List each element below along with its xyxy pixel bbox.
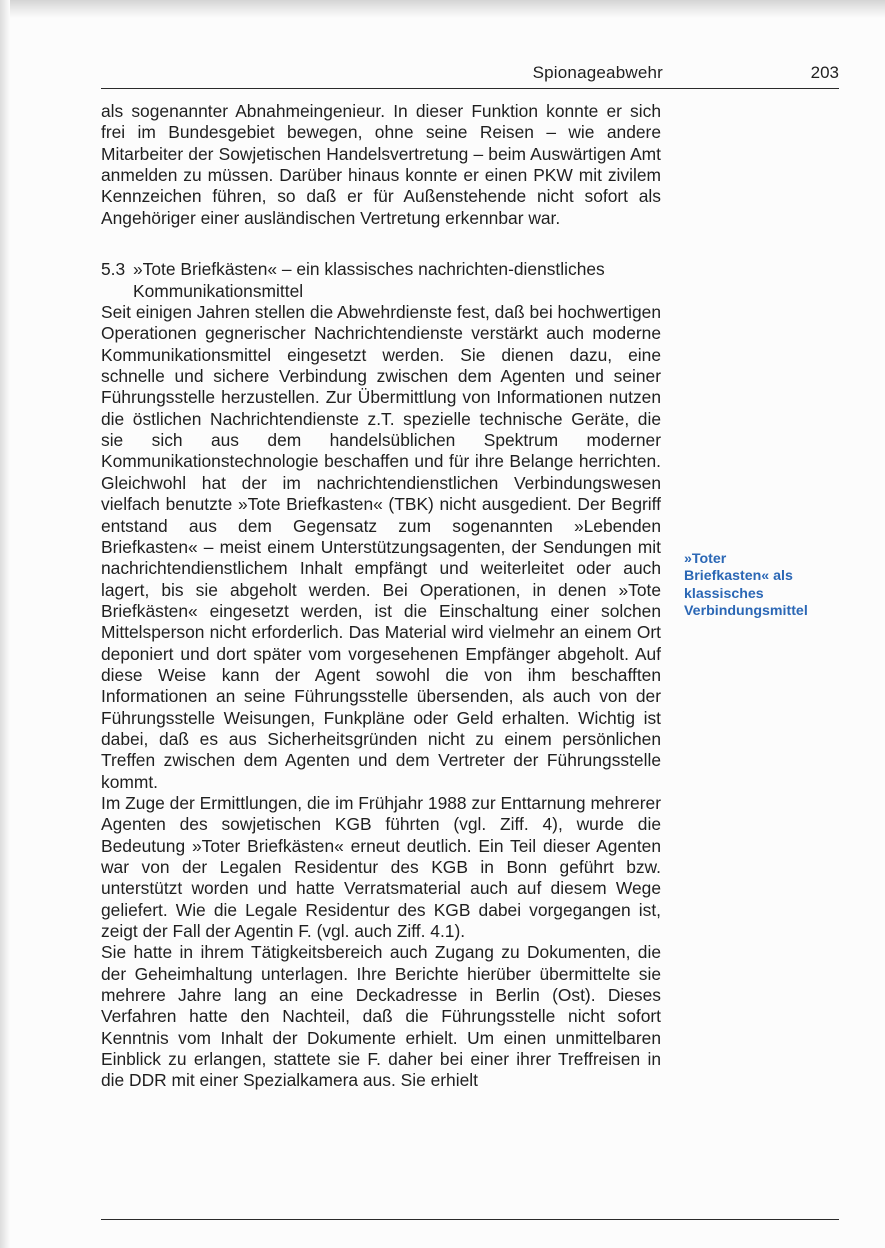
paragraph-intro: als sogenannter Abnahmeingenieur. In dieser Funktion konnte er sich frei im Bundesgebiet bewegen, ohne seine Reisen – wie andere Mitarbeiter der Sowjetischen Handelsvertretung – beim Auswärtigen Amt anmelden zu müssen. Darüber hinaus konnte er einen PKW mit zivilem Kennzeichen führen, so daß er für Außenstehende nicht sofort als Angehöriger einer ausländischen Vertretung erkennbar war. bbox=[101, 101, 661, 228]
running-title: Spionageabwehr bbox=[532, 63, 663, 82]
margin-note-line-1: »Toter bbox=[684, 551, 727, 567]
paragraph-1: Seit einigen Jahren stellen die Abwehrdienste fest, daß bei hochwertigen Operationen gegnerischer Nachrichtendienste verstärkt auch moderne Kommunikationsmittel eingesetzt werden. Sie dienen dazu, eine schnelle und sichere Verbindung zwischen dem Agenten und seiner Führungsstelle herzustellen. Zur Übermittlung von Informationen nutzen die östlichen Nachrichtendienste z.T. spezielle technische Geräte, die sie sich aus dem handelsüblichen Spektrum moderner Kommunikationstechnologie beschaffen und für ihre Belange herrichten. Gleichwohl hat der im nachrichtendienstlichen Verbindungswesen vielfach benutzte »Tote Briefkasten« (TBK) nicht ausgedient. Der Begriff entstand aus dem Gegensatz zum sogenannten »Lebenden Briefkasten« – meist einem Unterstützungsagenten, der Sendungen mit nachrichtendienstlichem Inhalt empfängt und weiterleitet oder auch lagert, bis sie abgeholt werden. Bei Operationen, in denen »Tote Briefkästen« eingesetzt werden, ist die Einschaltung einer solchen Mittelsperson nicht erforderlich. Das Material wird vielmehr an einem Ort deponiert und dort später vom vorgesehenen Empfänger abgeholt. Auf diese Weise kann der Agent sowohl die von ihm beschafften Informationen an seine Führungsstelle übersenden, als auch von der Führungsstelle Weisungen, Funkpläne oder Geld erhalten. Wichtig ist dabei, daß es aus Sicherheitsgründen nicht zu einem persönlichen Treffen zwischen dem Agenten und dem Vertreter der Führungsstelle kommt. bbox=[101, 302, 661, 792]
margin-note-line-3: klassisches bbox=[684, 585, 764, 602]
section-heading bbox=[101, 259, 661, 302]
running-header bbox=[101, 60, 839, 86]
margin-note bbox=[684, 551, 874, 621]
body-text-column bbox=[101, 101, 661, 1092]
margin-note-line-2: Briefkasten« als bbox=[684, 568, 793, 585]
footer-rule bbox=[101, 1219, 839, 1220]
paragraph-3: Sie hatte in ihrem Tätigkeitsbereich auch Zugang zu Dokumenten, die der Geheimhaltung unterlagen. Ihre Berichte hierüber übermittelte sie mehrere Jahre lang an eine Deckadresse in Berlin (Ost). Dieses Verfahren hatte den Nachteil, daß die Führungsstelle nicht sofort Kenntnis vom Inhalt der Dokumente erhielt. Um einen unmittelbaren Einblick zu erlangen, stattete sie F. daher bei einer ihrer Treffreisen in die DDR mit einer Spezialkamera aus. Sie erhielt bbox=[101, 942, 661, 1091]
page-number: 203 bbox=[810, 63, 839, 82]
paragraph-2: Im Zuge der Ermittlungen, die im Frühjahr 1988 zur Enttarnung mehrerer Agenten des sowjetischen KGB führten (vgl. Ziff. 4), wurde die Bedeutung »Toter Briefkästen« erneut deutlich. Ein Teil dieser Agenten war von der Legalen Residentur des KGB in Bonn geführt bzw. unterstützt worden und hatte Verratsmaterial auch auf diesem Wege geliefert. Wie die Legale Residentur des KGB dabei vorgegangen ist, zeigt der Fall der Agentin F. (vgl. auch Ziff. 4.1). bbox=[101, 792, 661, 942]
margin-note-line-4: Verbindungsmittel bbox=[684, 603, 808, 620]
header-rule bbox=[101, 88, 839, 89]
scan-shadow-left bbox=[0, 0, 10, 1248]
section-title: »Tote Briefkästen« – ein klassisches nachrichten-dienstliches Kommunikationsmittel bbox=[133, 259, 605, 301]
scan-shadow-top bbox=[0, 0, 885, 18]
section-number: 5.3 bbox=[101, 259, 126, 280]
